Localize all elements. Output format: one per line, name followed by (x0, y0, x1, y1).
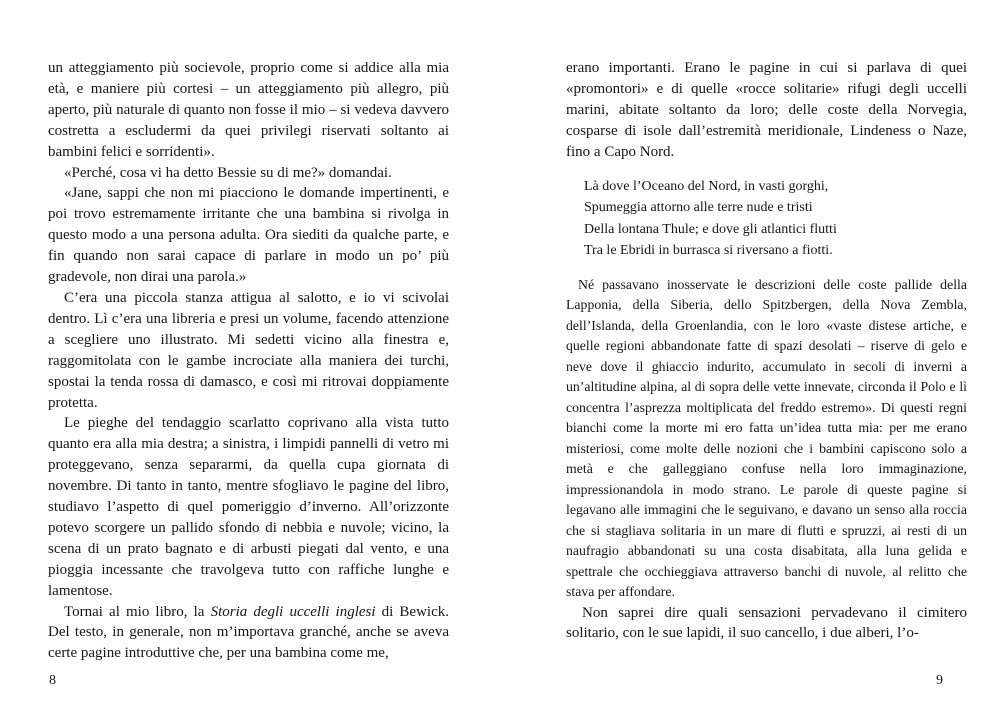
paragraph: un atteggiamento più socievole, proprio come si addice alla mia età, e maniere più cortesi – un atteggiamento più allegro, più aperto, più naturale di quanto non fosse il mio – si vedeva davvero costretta a escludermi da quei privilegi riservati soltanto ai bambini felici e sorridenti». (48, 60, 449, 160)
paragraph: «Jane, sappi che non mi piacciono le domande impertinenti, e poi trovo estremamente irritante che una bambina si rivolga in questo modo a una persona adulta. Ora siediti da qualche parte, e fin quando non sarai capace di parlare in modo un po’ più gradevole, non dirai una parola.» (48, 185, 449, 286)
paragraph (48, 602, 449, 665)
verse-block (584, 176, 967, 262)
paragraph: C’era una piccola stanza attigua al salotto, e io vi scivolai dentro. Lì c’era una libreria e presi un volume, facendo attenzione a scegliere uno illustrato. Mi sedetti vicino alla finestra e, raggomitolata con le gambe incrociate alla maniera dei turchi, spostai la tenda rossa di damasco, e così mi ritrovai doppiamente protetta. (48, 289, 449, 411)
paragraph: Non saprei dire quali sensazioni pervadevano il cimitero solitario, con le sue lapidi, il suo cancello, i due alberi, l’o- (566, 604, 967, 642)
page-right (566, 58, 967, 644)
paragraph: Né passavano inosservate le descrizioni delle coste pallide della Lapponia, della Siberia, dello Spitzbergen, della Nova Zembla, dell’Islanda, della Groenlandia, con le loro «vaste distese artiche, e quelle regioni abbandonate fatte di spazi desolati – riserve di gelo e neve dove il ghiaccio indurito, accumulato in secoli di inverni a un’altitudine alpina, al di sopra delle vette innevate, circonda il Polo e lì concentra l’asprezza moltiplicata del freddo estremo». Di questi regni bianchi come la morte mi ero fatta un’idea tutta mia: per me erano misteriosi, come molte delle nozioni che i bambini capiscono solo a metà e che galleggiano confuse nella loro immaginazione, impressionandola in modo strano. Le parole di queste pagine si legavano alle immagini che le seguivano, e davano un senso alla roccia che si stagliava solitaria in un mare di flutti e spruzzi, ai resti di un naufragio abbandonati su una costa disabitata, alla luna gelida e spettrale che occhieggiava attraverso banchi di nuvole, al relitto che stava per affondare. (566, 276, 967, 600)
paragraph: «Perché, cosa vi ha detto Bessie su di me?» domandai. (64, 164, 392, 181)
paragraph: Le pieghe del tendaggio scarlatto coprivano alla vista tutto quanto era alla mia destra; a sinistra, i limpidi pannelli di vetro mi proteggevano, senza separarmi, da quella cupa giornata di novembre. Di tanto in tanto, mentre sfogliavo le pagine del libro, studiavo l’aspetto di quel pomeriggio d’inverno. All’orizzonte potevo scorgere un pallido sfondo di nebbia e nuvole; vicino, la scena di un prato bagnato e di arbusti piegati dal vento, e una pioggia incessante che travolgeva tutto con raffiche lunghe e lamentose. (48, 415, 449, 599)
paragraph-text: Tornai al mio libro, la (64, 603, 211, 620)
page-number-right: 9 (936, 673, 943, 688)
paragraph: erano importanti. Erano le pagine in cui si parlava di quei «promontori» e di quelle «rocce solitarie» rifugi degli uccelli marini, abitate soltanto da loro; delle coste della Norvegia, cosparse di isole dall’estremità meridionale, Lindeness o Naze, fino a Capo Nord. (566, 60, 967, 160)
verse-line: Tra le Ebridi in burrasca si riversano a fiotti. (584, 243, 833, 259)
verse-line: Là dove l’Oceano del Nord, in vasti gorghi, (584, 178, 829, 194)
paragraph-text: di Bewick. Del testo, in generale, non m’importava granché, anche se aveva certe pagine introduttive che, per una bambina come me, (48, 603, 449, 662)
page-left (48, 58, 449, 664)
verse-line: Della lontana Thule; e dove gli atlantici flutti (584, 221, 837, 237)
page-number-left: 8 (49, 673, 56, 688)
verse-line: Spumeggia attorno alle terre nude e tristi (584, 200, 813, 216)
book-title-italic: Storia degli uccelli inglesi (210, 603, 376, 620)
